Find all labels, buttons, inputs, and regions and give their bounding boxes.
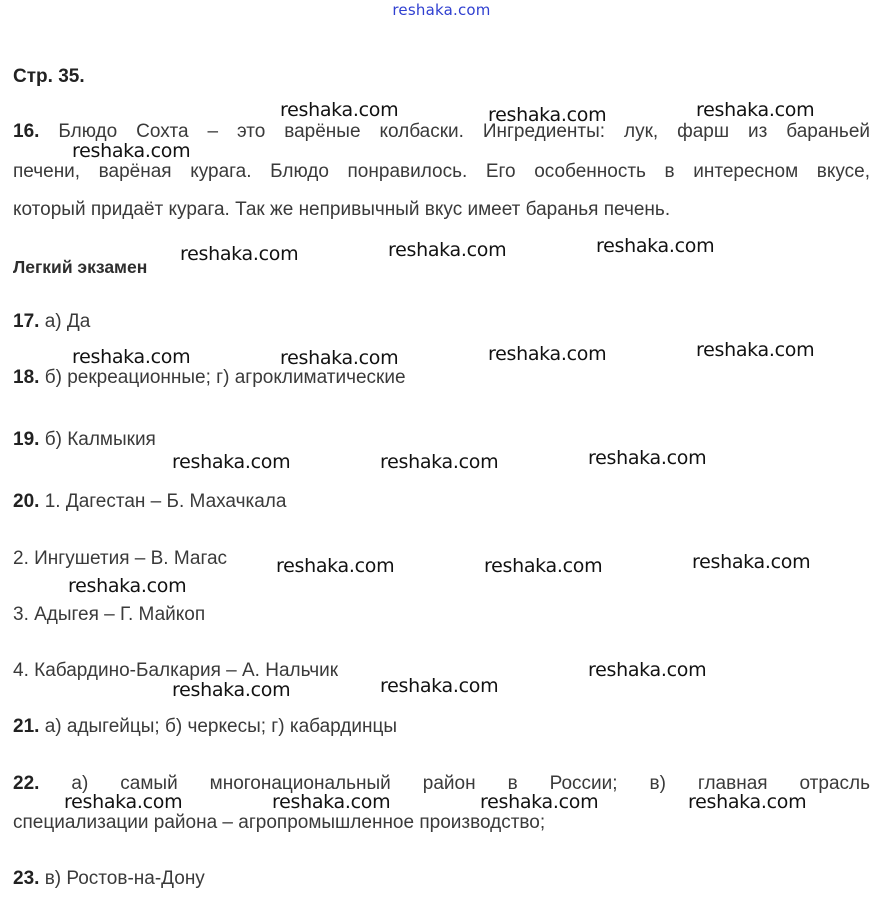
watermark: reshaka.com <box>588 659 707 681</box>
answer-17: 17. а) Да <box>13 311 91 332</box>
answer-22-line-1: 22. а) самый многонациональный район в России; в) главная отрасль <box>13 773 870 794</box>
watermark: reshaka.com <box>688 791 807 813</box>
watermark: reshaka.com <box>172 679 291 701</box>
answer-20-item-4: 4. Кабардино-Балкария – А. Нальчик <box>13 660 339 681</box>
watermark: reshaka.com <box>588 447 707 469</box>
watermark: reshaka.com <box>380 451 499 473</box>
answer-16-line-2: печени, варёная курага. Блюдо понравилось. Его особенность в интересном вкусе, <box>13 161 870 182</box>
site-link[interactable]: reshaka.com <box>392 1 491 19</box>
watermark: reshaka.com <box>276 555 395 577</box>
answer-20-item-3: 3. Адыгея – Г. Майкоп <box>13 604 206 625</box>
answer-21: 21. а) адыгейцы; б) черкесы; г) кабардинцы <box>13 716 398 737</box>
watermark: reshaka.com <box>488 104 607 126</box>
watermark: reshaka.com <box>72 346 191 368</box>
answer-20-item-1: 20. 1. Дагестан – Б. Махачкала <box>13 491 287 512</box>
page-label: Стр. 35. <box>13 66 85 87</box>
answer-22-line-2: специализации района – агропромышленное производство; <box>13 812 546 833</box>
watermark: reshaka.com <box>480 791 599 813</box>
watermark: reshaka.com <box>596 235 715 257</box>
watermark: reshaka.com <box>692 551 811 573</box>
watermark: reshaka.com <box>280 99 399 121</box>
watermark: reshaka.com <box>64 791 183 813</box>
watermark: reshaka.com <box>280 347 399 369</box>
answer-16-line-3: который придаёт курага. Так же непривычный вкус имеет баранья печень. <box>13 199 671 220</box>
answer-18: 18. б) рекреационные; г) агроклиматические <box>13 367 406 388</box>
watermark: reshaka.com <box>172 451 291 473</box>
watermark: reshaka.com <box>696 339 815 361</box>
answer-20-item-2: 2. Ингушетия – В. Магас <box>13 548 228 569</box>
watermark: reshaka.com <box>180 243 299 265</box>
watermark: reshaka.com <box>380 675 499 697</box>
answer-19: 19. б) Калмыкия <box>13 429 156 450</box>
watermark: reshaka.com <box>272 791 391 813</box>
section-title: Легкий экзамен <box>13 257 148 277</box>
watermark: reshaka.com <box>388 239 507 261</box>
answer-23: 23. в) Ростов-на-Дону <box>13 868 205 889</box>
answer-16-line-1: 16. Блюдо Сохта – это варёные колбаски. Ингредиенты: лук, фарш из бараньей <box>13 121 870 142</box>
watermark: reshaka.com <box>488 343 607 365</box>
watermark: reshaka.com <box>68 575 187 597</box>
watermark: reshaka.com <box>484 555 603 577</box>
watermark: reshaka.com <box>696 99 815 121</box>
watermark: reshaka.com <box>72 140 191 162</box>
